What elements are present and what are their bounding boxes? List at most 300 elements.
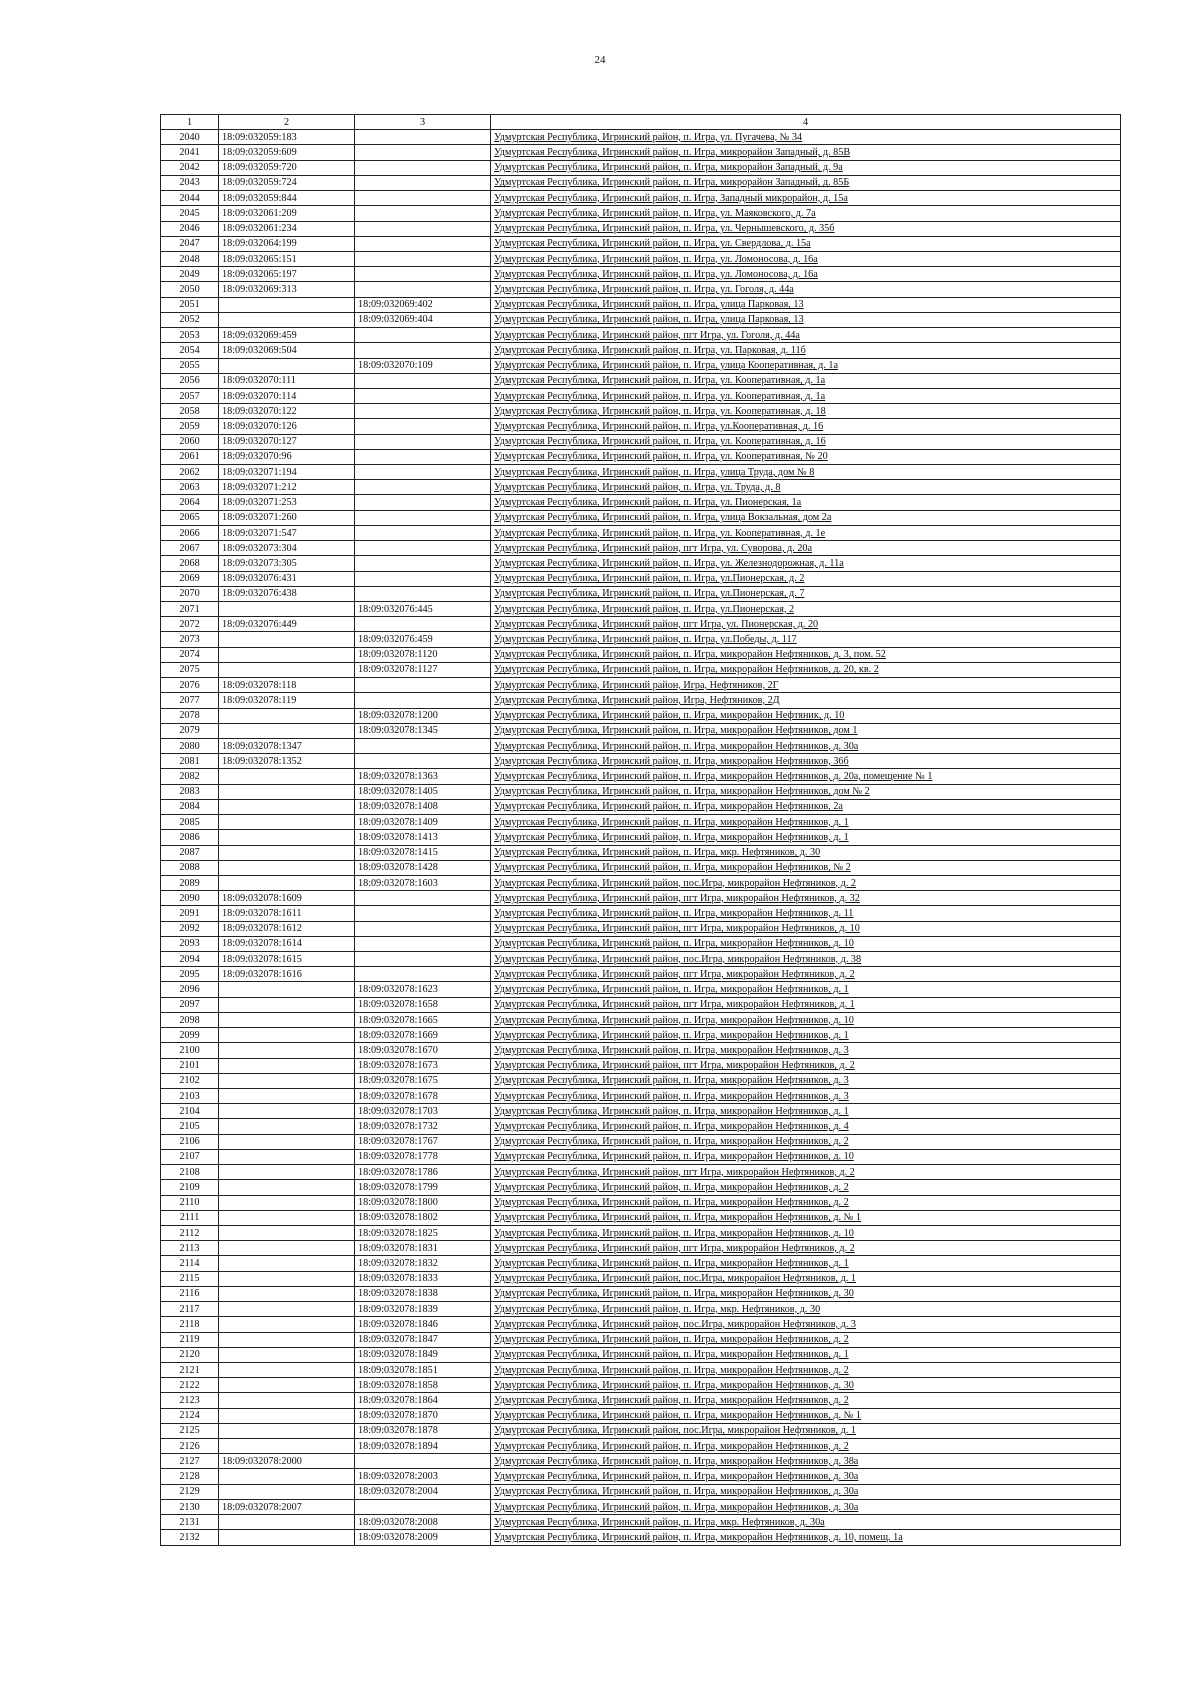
row-number-cell: 2105 — [161, 1119, 219, 1134]
table-row — [161, 419, 1121, 434]
address-cell: Удмуртская Республика, Игринский район, п. Игра, микрорайон Нефтяников, д. 10 — [491, 936, 1121, 951]
cadastral-number-alt-cell: 18:09:032078:1413 — [355, 830, 491, 845]
cadastral-number-alt-cell: 18:09:032078:1838 — [355, 1286, 491, 1301]
cadastral-number-alt-cell: 18:09:032078:1833 — [355, 1271, 491, 1286]
cadastral-registry-table — [160, 114, 1121, 1546]
table-row — [161, 1302, 1121, 1317]
address-cell: Удмуртская Республика, Игринский район, п. Игра, микрорайон Нефтяников, д. 1 — [491, 1028, 1121, 1043]
row-number-cell: 2097 — [161, 997, 219, 1012]
cadastral-number-cell: 18:09:032078:118 — [219, 678, 355, 693]
row-number-cell: 2110 — [161, 1195, 219, 1210]
row-number-cell: 2126 — [161, 1439, 219, 1454]
cadastral-number-alt-cell — [355, 480, 491, 495]
cadastral-number-cell — [219, 358, 355, 373]
address-cell: Удмуртская Республика, Игринский район, п. Игра, мкр. Нефтяников, д. 30а — [491, 1515, 1121, 1530]
table-row — [161, 191, 1121, 206]
row-number-cell: 2123 — [161, 1393, 219, 1408]
table-row — [161, 373, 1121, 388]
table-row — [161, 465, 1121, 480]
row-number-cell: 2079 — [161, 723, 219, 738]
address-cell: Удмуртская Республика, Игринский район, п. Игра, ул. Кооперативная, д. 1а — [491, 388, 1121, 403]
address-cell: Удмуртская Республика, Игринский район, п. Игра, микрорайон Нефтяников, № 2 — [491, 860, 1121, 875]
row-number-cell: 2073 — [161, 632, 219, 647]
cadastral-number-cell — [219, 1058, 355, 1073]
address-cell: Удмуртская Республика, Игринский район, п. Игра, мкр. Нефтяников, д. 30 — [491, 1302, 1121, 1317]
address-cell: Удмуртская Республика, Игринский район, п. Игра, ул. Железнодорожная, д. 11а — [491, 556, 1121, 571]
row-number-cell: 2059 — [161, 419, 219, 434]
cadastral-number-cell: 18:09:032070:114 — [219, 388, 355, 403]
row-number-cell: 2077 — [161, 693, 219, 708]
cadastral-number-alt-cell — [355, 388, 491, 403]
cadastral-number-cell — [219, 769, 355, 784]
table-row — [161, 1332, 1121, 1347]
row-number-cell: 2098 — [161, 1012, 219, 1027]
table-row — [161, 1028, 1121, 1043]
cadastral-number-cell — [219, 875, 355, 890]
cadastral-number-cell: 18:09:032059:720 — [219, 160, 355, 175]
table-row — [161, 267, 1121, 282]
row-number-cell: 2075 — [161, 662, 219, 677]
cadastral-number-alt-cell: 18:09:032078:1831 — [355, 1241, 491, 1256]
cadastral-number-alt-cell — [355, 206, 491, 221]
row-number-cell: 2102 — [161, 1073, 219, 1088]
row-number-cell: 2089 — [161, 875, 219, 890]
table-row — [161, 708, 1121, 723]
cadastral-number-alt-cell — [355, 541, 491, 556]
cadastral-number-alt-cell — [355, 510, 491, 525]
table-row — [161, 1499, 1121, 1514]
table-row — [161, 1469, 1121, 1484]
cadastral-number-cell: 18:09:032071:212 — [219, 480, 355, 495]
cadastral-number-cell — [219, 1256, 355, 1271]
cadastral-number-cell: 18:09:032078:1612 — [219, 921, 355, 936]
address-cell: Удмуртская Республика, Игринский район, п. Игра, микрорайон Нефтяников, д. № 1 — [491, 1408, 1121, 1423]
cadastral-number-cell: 18:09:032071:253 — [219, 495, 355, 510]
address-cell: Удмуртская Республика, Игринский район, п. Игра, ул. Кооперативная, д. 1е — [491, 525, 1121, 540]
table-row — [161, 282, 1121, 297]
cadastral-number-alt-cell — [355, 571, 491, 586]
table-row — [161, 738, 1121, 753]
cadastral-number-alt-cell: 18:09:032078:1409 — [355, 815, 491, 830]
cadastral-number-cell — [219, 1347, 355, 1362]
row-number-cell: 2062 — [161, 465, 219, 480]
cadastral-number-alt-cell: 18:09:032078:1363 — [355, 769, 491, 784]
address-cell: Удмуртская Республика, Игринский район, пос.Игра, микрорайон Нефтяников, д. 2 — [491, 875, 1121, 890]
address-cell: Удмуртская Республика, Игринский район, п. Игра, микрорайон Нефтяников, д. 10, помещ. 1а — [491, 1530, 1121, 1545]
table-row — [161, 1225, 1121, 1240]
cadastral-number-cell — [219, 662, 355, 677]
row-number-cell: 2093 — [161, 936, 219, 951]
cadastral-number-cell: 18:09:032070:111 — [219, 373, 355, 388]
table-row — [161, 434, 1121, 449]
table-row — [161, 784, 1121, 799]
table-row — [161, 358, 1121, 373]
address-cell: Удмуртская Республика, Игринский район, п. Игра, мкр. Нефтяников, д. 30 — [491, 845, 1121, 860]
address-cell: Удмуртская Республика, Игринский район, п. Игра, микрорайон Нефтяников, д. 20, кв. 2 — [491, 662, 1121, 677]
table-row — [161, 875, 1121, 890]
row-number-cell: 2068 — [161, 556, 219, 571]
cadastral-number-alt-cell: 18:09:032078:1800 — [355, 1195, 491, 1210]
table-row — [161, 343, 1121, 358]
cadastral-number-alt-cell — [355, 434, 491, 449]
cadastral-number-alt-cell — [355, 465, 491, 480]
cadastral-number-alt-cell: 18:09:032069:404 — [355, 312, 491, 327]
row-number-cell: 2048 — [161, 251, 219, 266]
address-cell: Удмуртская Республика, Игринский район, п. Игра, микрорайон Нефтяников, д. 11 — [491, 906, 1121, 921]
cadastral-number-alt-cell — [355, 373, 491, 388]
row-number-cell: 2108 — [161, 1165, 219, 1180]
address-cell: Удмуртская Республика, Игринский район, п. Игра, микрорайон Западный, д. 9а — [491, 160, 1121, 175]
cadastral-number-alt-cell: 18:09:032078:1408 — [355, 799, 491, 814]
address-cell: Удмуртская Республика, Игринский район, п. Игра, улица Кооперативная, д. 1а — [491, 358, 1121, 373]
cadastral-number-alt-cell — [355, 449, 491, 464]
table-row — [161, 1149, 1121, 1164]
cadastral-number-alt-cell: 18:09:032078:1658 — [355, 997, 491, 1012]
address-cell: Удмуртская Республика, Игринский район, пгт Игра, микрорайон Нефтяников, д. 10 — [491, 921, 1121, 936]
table-row — [161, 830, 1121, 845]
cadastral-number-cell — [219, 1134, 355, 1149]
cadastral-number-cell: 18:09:032073:305 — [219, 556, 355, 571]
address-cell: Удмуртская Республика, Игринский район, п. Игра, микрорайон Нефтяников, д. 1 — [491, 830, 1121, 845]
cadastral-number-cell — [219, 1180, 355, 1195]
row-number-cell: 2063 — [161, 480, 219, 495]
cadastral-number-alt-cell: 18:09:032078:1120 — [355, 647, 491, 662]
table-row — [161, 1530, 1121, 1545]
cadastral-number-cell: 18:09:032078:2000 — [219, 1454, 355, 1469]
cadastral-number-cell — [219, 1378, 355, 1393]
table-row — [161, 541, 1121, 556]
cadastral-number-alt-cell: 18:09:032078:1675 — [355, 1073, 491, 1088]
address-cell: Удмуртская Республика, Игринский район, п. Игра, ул. Пионерская, 1а — [491, 495, 1121, 510]
table-row — [161, 678, 1121, 693]
cadastral-number-cell: 18:09:032076:431 — [219, 571, 355, 586]
cadastral-number-alt-cell: 18:09:032070:109 — [355, 358, 491, 373]
table-row — [161, 1423, 1121, 1438]
table-row — [161, 997, 1121, 1012]
table-row — [161, 1134, 1121, 1149]
table-row — [161, 967, 1121, 982]
cadastral-number-cell — [219, 1423, 355, 1438]
row-number-cell: 2056 — [161, 373, 219, 388]
cadastral-number-alt-cell: 18:09:032078:2003 — [355, 1469, 491, 1484]
cadastral-number-cell — [219, 1089, 355, 1104]
row-number-cell: 2092 — [161, 921, 219, 936]
row-number-cell: 2124 — [161, 1408, 219, 1423]
table-row — [161, 1393, 1121, 1408]
row-number-cell: 2119 — [161, 1332, 219, 1347]
cadastral-number-cell: 18:09:032071:547 — [219, 525, 355, 540]
row-number-cell: 2096 — [161, 982, 219, 997]
address-cell: Удмуртская Республика, Игринский район, пгт Игра, микрорайон Нефтяников, д. 2 — [491, 1165, 1121, 1180]
cadastral-number-alt-cell — [355, 967, 491, 982]
address-cell: Удмуртская Республика, Игринский район, пос.Игра, микрорайон Нефтяников, д. 1 — [491, 1271, 1121, 1286]
address-cell: Удмуртская Республика, Игринский район, п. Игра, ул. Маяковского, д. 7а — [491, 206, 1121, 221]
row-number-cell: 2112 — [161, 1225, 219, 1240]
cadastral-number-cell — [219, 1195, 355, 1210]
row-number-cell: 2117 — [161, 1302, 219, 1317]
table-row — [161, 1286, 1121, 1301]
cadastral-number-cell — [219, 297, 355, 312]
address-cell: Удмуртская Республика, Игринский район, п. Игра, ул. Ломоносова, д. 16а — [491, 251, 1121, 266]
cadastral-number-cell — [219, 1043, 355, 1058]
cadastral-number-cell — [219, 1225, 355, 1240]
cadastral-number-alt-cell: 18:09:032078:1670 — [355, 1043, 491, 1058]
cadastral-number-alt-cell — [355, 586, 491, 601]
cadastral-number-cell: 18:09:032064:199 — [219, 236, 355, 251]
address-cell: Удмуртская Республика, Игринский район, п. Игра, микрорайон Нефтяников, д. 1 — [491, 1104, 1121, 1119]
row-number-cell: 2120 — [161, 1347, 219, 1362]
cadastral-number-alt-cell: 18:09:032078:1603 — [355, 875, 491, 890]
address-cell: Удмуртская Республика, Игринский район, пгт Игра, микрорайон Нефтяников, д. 2 — [491, 967, 1121, 982]
table-row — [161, 647, 1121, 662]
address-cell: Удмуртская Республика, Игринский район, п. Игра, улица Парковая, 13 — [491, 312, 1121, 327]
cadastral-number-alt-cell — [355, 906, 491, 921]
table-row — [161, 130, 1121, 145]
cadastral-number-alt-cell — [355, 754, 491, 769]
table-row — [161, 1347, 1121, 1362]
cadastral-number-alt-cell: 18:09:032078:1405 — [355, 784, 491, 799]
cadastral-number-alt-cell: 18:09:032076:459 — [355, 632, 491, 647]
header-col-3: 3 — [355, 115, 491, 130]
table-row — [161, 404, 1121, 419]
cadastral-number-alt-cell — [355, 175, 491, 190]
address-cell: Удмуртская Республика, Игринский район, п. Игра, микрорайон Нефтяников, д. 3 — [491, 1043, 1121, 1058]
row-number-cell: 2091 — [161, 906, 219, 921]
header-col-1: 1 — [161, 115, 219, 130]
table-row — [161, 145, 1121, 160]
table-row — [161, 1241, 1121, 1256]
address-cell: Удмуртская Республика, Игринский район, п. Игра, ул.Пионерская, д. 2 — [491, 571, 1121, 586]
cadastral-number-cell — [219, 1439, 355, 1454]
row-number-cell: 2128 — [161, 1469, 219, 1484]
table-row — [161, 449, 1121, 464]
address-cell: Удмуртская Республика, Игринский район, п. Игра, ул.Пионерская, 2 — [491, 602, 1121, 617]
cadastral-number-cell — [219, 312, 355, 327]
address-cell: Удмуртская Республика, Игринский район, п. Игра, ул. Кооперативная, д. 18 — [491, 404, 1121, 419]
table-row — [161, 936, 1121, 951]
cadastral-number-alt-cell — [355, 419, 491, 434]
cadastral-number-cell: 18:09:032078:119 — [219, 693, 355, 708]
table-row — [161, 510, 1121, 525]
row-number-cell: 2060 — [161, 434, 219, 449]
address-cell: Удмуртская Республика, Игринский район, п. Игра, ул. Свердлова, д. 15а — [491, 236, 1121, 251]
table-row — [161, 769, 1121, 784]
table-row — [161, 799, 1121, 814]
table-row — [161, 1165, 1121, 1180]
cadastral-number-alt-cell: 18:09:032078:1849 — [355, 1347, 491, 1362]
address-cell: Удмуртская Республика, Игринский район, пгт Игра, микрорайон Нефтяников, д. 1 — [491, 997, 1121, 1012]
table-row — [161, 632, 1121, 647]
table-row — [161, 297, 1121, 312]
cadastral-number-alt-cell: 18:09:032078:1623 — [355, 982, 491, 997]
cadastral-number-alt-cell: 18:09:032078:1767 — [355, 1134, 491, 1149]
cadastral-number-cell — [219, 1165, 355, 1180]
table-row — [161, 1408, 1121, 1423]
address-cell: Удмуртская Республика, Игринский район, п. Игра, микрорайон Нефтяников, дом 1 — [491, 723, 1121, 738]
cadastral-number-alt-cell — [355, 952, 491, 967]
cadastral-number-cell: 18:09:032070:127 — [219, 434, 355, 449]
cadastral-number-cell — [219, 708, 355, 723]
cadastral-number-cell — [219, 1317, 355, 1332]
row-number-cell: 2041 — [161, 145, 219, 160]
cadastral-number-cell: 18:09:032065:197 — [219, 267, 355, 282]
cadastral-number-alt-cell — [355, 525, 491, 540]
row-number-cell: 2101 — [161, 1058, 219, 1073]
table-body — [161, 130, 1121, 1545]
row-number-cell: 2086 — [161, 830, 219, 845]
row-number-cell: 2057 — [161, 388, 219, 403]
address-cell: Удмуртская Республика, Игринский район, п. Игра, ул. Кооперативная, д. 1а — [491, 373, 1121, 388]
address-cell: Удмуртская Республика, Игринский район, пгт Игра, ул. Гоголя, д. 44а — [491, 328, 1121, 343]
cadastral-number-cell: 18:09:032065:151 — [219, 251, 355, 266]
cadastral-number-alt-cell: 18:09:032078:1778 — [355, 1149, 491, 1164]
address-cell: Удмуртская Республика, Игринский район, п. Игра, улица Вокзальная, дом 2а — [491, 510, 1121, 525]
table-row — [161, 662, 1121, 677]
row-number-cell: 2118 — [161, 1317, 219, 1332]
table-row — [161, 754, 1121, 769]
address-cell: Удмуртская Республика, Игринский район, п. Игра, ул.Кооперативная, д. 16 — [491, 419, 1121, 434]
address-cell: Удмуртская Республика, Игринский район, п. Игра, ул. Гоголя, д. 44а — [491, 282, 1121, 297]
address-cell: Удмуртская Республика, Игринский район, п. Игра, микрорайон Нефтяников, дом № 2 — [491, 784, 1121, 799]
cadastral-number-cell: 18:09:032076:449 — [219, 617, 355, 632]
table-row — [161, 1362, 1121, 1377]
table-row — [161, 495, 1121, 510]
table-row — [161, 251, 1121, 266]
address-cell: Удмуртская Республика, Игринский район, п. Игра, микрорайон Нефтяников, д. 30а — [491, 738, 1121, 753]
table-row — [161, 921, 1121, 936]
cadastral-number-cell: 18:09:032070:126 — [219, 419, 355, 434]
address-cell: Удмуртская Республика, Игринский район, п. Игра, микрорайон Нефтяников, 36б — [491, 754, 1121, 769]
cadastral-number-alt-cell: 18:09:032078:1665 — [355, 1012, 491, 1027]
table-row — [161, 571, 1121, 586]
cadastral-number-cell: 18:09:032070:96 — [219, 449, 355, 464]
table-row — [161, 723, 1121, 738]
cadastral-number-cell — [219, 1286, 355, 1301]
row-number-cell: 2053 — [161, 328, 219, 343]
cadastral-number-cell — [219, 1149, 355, 1164]
address-cell: Удмуртская Республика, Игринский район, п. Игра, ул.Пионерская, д. 7 — [491, 586, 1121, 601]
table-row — [161, 1454, 1121, 1469]
cadastral-number-cell — [219, 1393, 355, 1408]
cadastral-number-cell — [219, 1119, 355, 1134]
cadastral-number-cell — [219, 602, 355, 617]
cadastral-number-cell — [219, 1028, 355, 1043]
cadastral-number-cell: 18:09:032059:844 — [219, 191, 355, 206]
row-number-cell: 2042 — [161, 160, 219, 175]
cadastral-number-alt-cell: 18:09:032078:1847 — [355, 1332, 491, 1347]
row-number-cell: 2107 — [161, 1149, 219, 1164]
table-row — [161, 221, 1121, 236]
cadastral-number-alt-cell: 18:09:032078:1732 — [355, 1119, 491, 1134]
address-cell: Удмуртская Республика, Игринский район, Игра, Нефтяников, 2Д — [491, 693, 1121, 708]
row-number-cell: 2094 — [161, 952, 219, 967]
cadastral-number-alt-cell: 18:09:032078:1786 — [355, 1165, 491, 1180]
cadastral-number-alt-cell: 18:09:032078:1428 — [355, 860, 491, 875]
address-cell: Удмуртская Республика, Игринский район, п. Игра, микрорайон Нефтяников, д. № 1 — [491, 1210, 1121, 1225]
address-cell: Удмуртская Республика, Игринский район, п. Игра, ул. Чернышевского, д. 35б — [491, 221, 1121, 236]
cadastral-number-alt-cell — [355, 495, 491, 510]
cadastral-number-alt-cell — [355, 617, 491, 632]
row-number-cell: 2129 — [161, 1484, 219, 1499]
address-cell: Удмуртская Республика, Игринский район, п. Игра, микрорайон Нефтяников, д. 2 — [491, 1393, 1121, 1408]
cadastral-number-cell — [219, 1104, 355, 1119]
table-row — [161, 1195, 1121, 1210]
row-number-cell: 2100 — [161, 1043, 219, 1058]
header-col-4: 4 — [491, 115, 1121, 130]
cadastral-number-alt-cell — [355, 191, 491, 206]
address-cell: Удмуртская Республика, Игринский район, п. Игра, микрорайон Нефтяников, д. 30а — [491, 1469, 1121, 1484]
address-cell: Удмуртская Республика, Игринский район, п. Игра, микрорайон Нефтяников, д. 3, пом. 52 — [491, 647, 1121, 662]
address-cell: Удмуртская Республика, Игринский район, п. Игра, микрорайон Нефтяников, д. 2 — [491, 1180, 1121, 1195]
row-number-cell: 2072 — [161, 617, 219, 632]
table-row — [161, 815, 1121, 830]
row-number-cell: 2116 — [161, 1286, 219, 1301]
table-row — [161, 891, 1121, 906]
cadastral-number-alt-cell: 18:09:032078:1846 — [355, 1317, 491, 1332]
table-row — [161, 1043, 1121, 1058]
address-cell: Удмуртская Республика, Игринский район, п. Игра, микрорайон Нефтяников, д. 1 — [491, 1347, 1121, 1362]
address-cell: Удмуртская Республика, Игринский район, п. Игра, микрорайон Нефтяников, д. 1 — [491, 1256, 1121, 1271]
cadastral-number-cell — [219, 723, 355, 738]
cadastral-number-alt-cell — [355, 556, 491, 571]
cadastral-number-cell: 18:09:032061:209 — [219, 206, 355, 221]
row-number-cell: 2045 — [161, 206, 219, 221]
table-row — [161, 1089, 1121, 1104]
table-row — [161, 388, 1121, 403]
cadastral-number-cell — [219, 1271, 355, 1286]
address-cell: Удмуртская Республика, Игринский район, п. Игра, микрорайон Нефтяников, д. 2 — [491, 1195, 1121, 1210]
cadastral-number-cell: 18:09:032078:1347 — [219, 738, 355, 753]
cadastral-number-cell — [219, 784, 355, 799]
cadastral-number-alt-cell — [355, 678, 491, 693]
row-number-cell: 2066 — [161, 525, 219, 540]
address-cell: Удмуртская Республика, Игринский район, п. Игра, микрорайон Нефтяник, д. 10 — [491, 708, 1121, 723]
row-number-cell: 2083 — [161, 784, 219, 799]
cadastral-number-cell: 18:09:032069:313 — [219, 282, 355, 297]
cadastral-number-alt-cell: 18:09:032078:1669 — [355, 1028, 491, 1043]
address-cell: Удмуртская Республика, Игринский район, п. Игра, микрорайон Нефтяников, д. 30а — [491, 1484, 1121, 1499]
address-cell: Удмуртская Республика, Игринский район, п. Игра, микрорайон Западный, д. 85В — [491, 145, 1121, 160]
cadastral-number-cell: 18:09:032061:234 — [219, 221, 355, 236]
address-cell: Удмуртская Республика, Игринский район, п. Игра, улица Парковая, 13 — [491, 297, 1121, 312]
cadastral-number-alt-cell: 18:09:032078:2009 — [355, 1530, 491, 1545]
cadastral-number-cell — [219, 799, 355, 814]
cadastral-number-alt-cell: 18:09:032078:1678 — [355, 1089, 491, 1104]
address-cell: Удмуртская Республика, Игринский район, пгт Игра, ул. Пионерская, д. 20 — [491, 617, 1121, 632]
cadastral-number-alt-cell: 18:09:032078:1878 — [355, 1423, 491, 1438]
address-cell: Удмуртская Республика, Игринский район, п. Игра, микрорайон Нефтяников, д. 2 — [491, 1362, 1121, 1377]
table-row — [161, 525, 1121, 540]
address-cell: Удмуртская Республика, Игринский район, пгт Игра, микрорайон Нефтяников, д. 2 — [491, 1058, 1121, 1073]
table-row — [161, 1271, 1121, 1286]
cadastral-number-alt-cell — [355, 221, 491, 236]
cadastral-number-cell: 18:09:032078:1611 — [219, 906, 355, 921]
address-cell: Удмуртская Республика, Игринский район, пос.Игра, микрорайон Нефтяников, д. 3 — [491, 1317, 1121, 1332]
cadastral-number-alt-cell — [355, 891, 491, 906]
cadastral-number-alt-cell — [355, 267, 491, 282]
cadastral-number-cell: 18:09:032078:1616 — [219, 967, 355, 982]
row-number-cell: 2076 — [161, 678, 219, 693]
address-cell: Удмуртская Республика, Игринский район, Игра, Нефтяников, 2Г — [491, 678, 1121, 693]
row-number-cell: 2104 — [161, 1104, 219, 1119]
cadastral-number-cell — [219, 997, 355, 1012]
table-row — [161, 1317, 1121, 1332]
cadastral-number-alt-cell — [355, 328, 491, 343]
row-number-cell: 2069 — [161, 571, 219, 586]
row-number-cell: 2054 — [161, 343, 219, 358]
address-cell: Удмуртская Республика, Игринский район, п. Игра, микрорайон Нефтяников, д. 2 — [491, 1439, 1121, 1454]
header-col-2: 2 — [219, 115, 355, 130]
